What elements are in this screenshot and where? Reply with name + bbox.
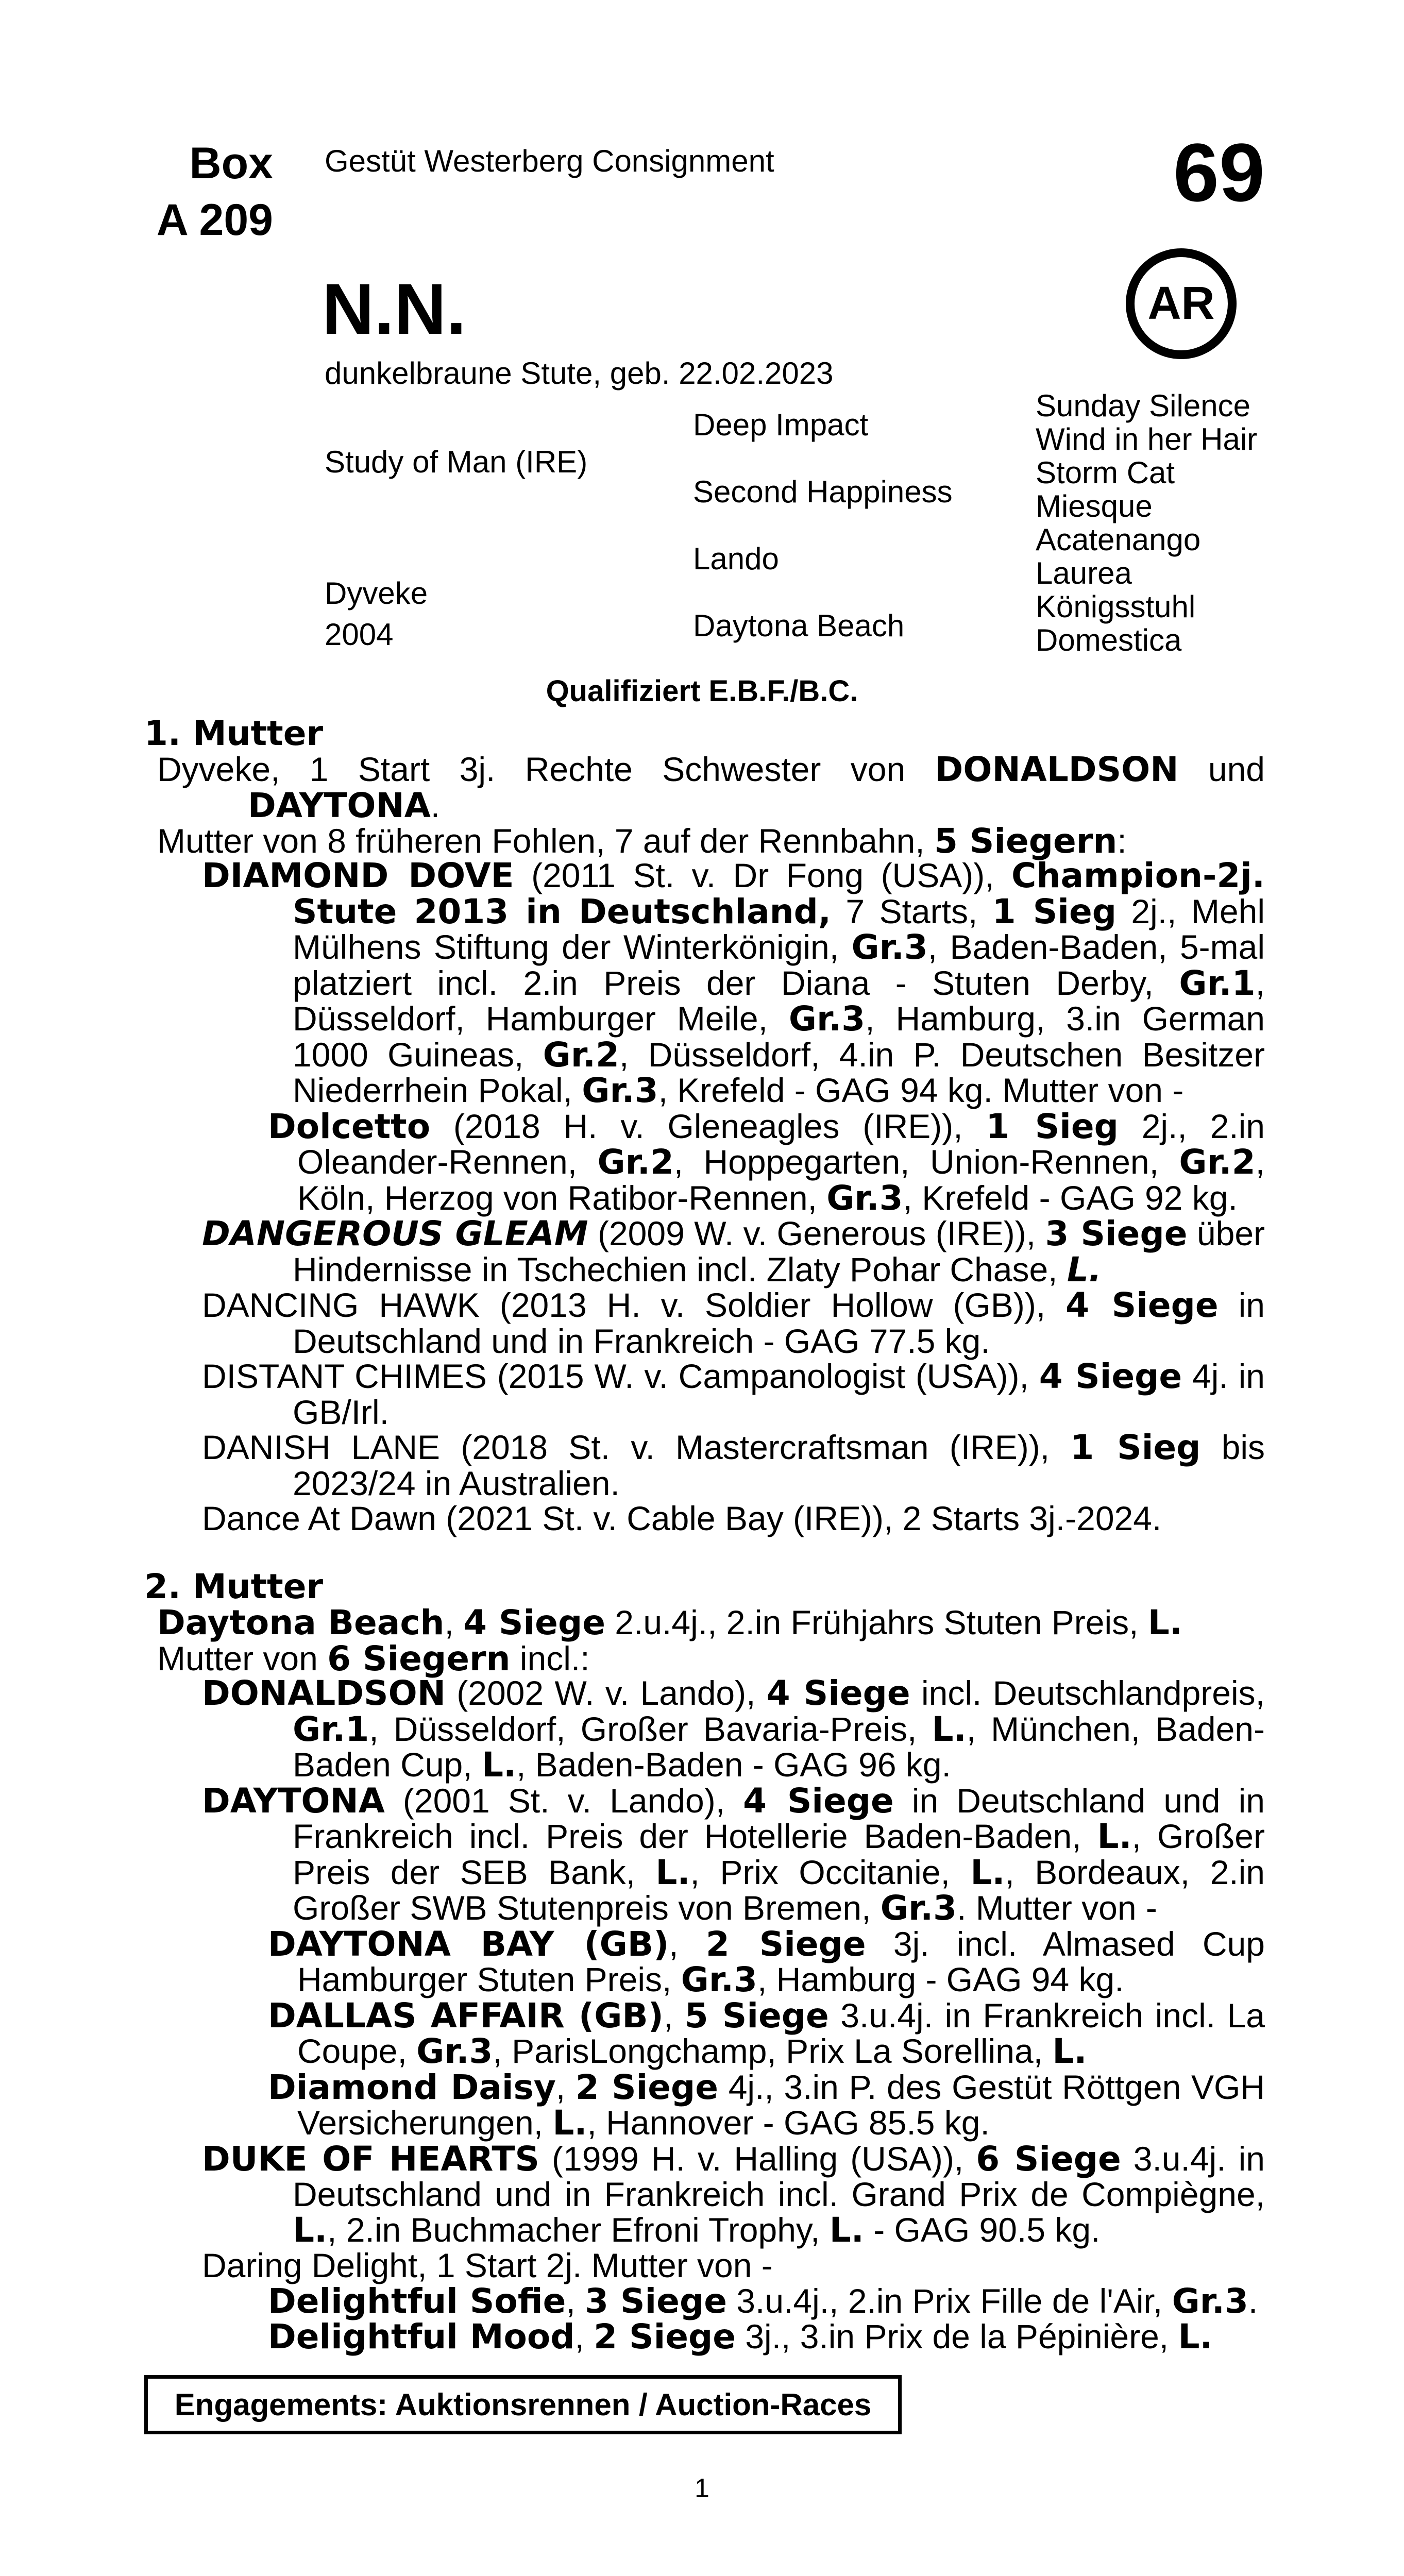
text: 2j., Mehl Mülhens Stiftung der Winterkönigin, [293,892,1265,966]
text: , Prix Occitanie, [690,1853,971,1891]
listed: L. [1147,1603,1182,1642]
text: , Hamburg - GAG 94 kg. [757,1960,1124,1998]
page-number: 1 [695,2473,709,2503]
text: 4j. in GB/Irl. [293,1357,1265,1431]
text: , [669,1924,706,1963]
text: , [444,1603,464,1641]
text: DISTANT CHIMES (2015 W. v. Campanologist (USA)), [202,1357,1039,1395]
engagements-box [144,2375,902,2434]
offspring-distant-chimes [202,1359,1265,1430]
produce-winners: 6 Siegern [327,1638,511,1679]
first-dam-text: , 1 Start 3j. Rechte Schwester von [270,750,935,788]
horse-description: dunkelbraune Stute, geb. 22.02.2023 [325,356,834,391]
offspring-delightful-sofie [268,2283,1265,2319]
box-label: Box [189,139,273,188]
pedigree-gen3-item: Miesque [1036,489,1153,523]
text: . Mutter von - [957,1889,1157,1927]
first-dam-name: Dyveke [157,750,271,788]
offspring-name: DALLAS AFFAIR (GB) [268,1995,664,2036]
engagements-label: Engagements: Auktionsrennen / Auction-Races [174,2387,872,2422]
text: , Baden-Baden - GAG 96 kg. [516,1745,951,1784]
wins: 4 Siege [1039,1357,1182,1396]
text: , Düsseldorf, Hamburger Meile, [293,963,1265,1038]
text: , Hannover - GAG 85.5 kg. [587,2104,990,2142]
text: , [574,2317,594,2355]
listed: L. [293,2210,328,2250]
grade: Gr.3 [826,1178,903,1218]
pedigree-gen3-item: Sunday Silence [1036,388,1250,423]
second-dam-line [157,1605,1265,1641]
text: , Düsseldorf, 4.in P. Deutschen Besitzer Niederrhein Pokal, [293,1035,1265,1109]
second-dam-offspring [202,1675,1265,2355]
wins: 2 Siege [705,1924,866,1964]
consignor: Gestüt Westerberg Consignment [325,144,774,178]
produce-text: Mutter von 8 früheren Fohlen, 7 auf der Rennbahn, [157,822,934,860]
offspring-name: DANGEROUS GLEAM [202,1214,588,1253]
offspring-name: Delightful Sofie [268,2281,566,2321]
text: (2009 W. v. Generous (IRE)), [588,1214,1045,1252]
text: incl.: [510,1639,590,1677]
offspring-name: DONALDSON [202,1673,446,1713]
pedigree-dam: Dyveke [325,576,428,611]
listed: L. [932,1709,967,1749]
first-dam-offspring [202,858,1265,1536]
wins: 1 Sieg [992,891,1117,931]
wins: 2 Siege [575,2067,719,2107]
text: incl. Deutschlandpreis, [910,1674,1265,1712]
offspring-name: DUKE OF HEARTS [202,2139,539,2179]
offspring-danish-lane [202,1430,1265,1501]
offspring-name: Delightful Mood [268,2317,575,2357]
text: 3.u.4j., 2.in Prix Fille de l'Air, [726,2281,1172,2320]
text: 3j., 3.in Prix de la Pépinière, [736,2317,1178,2355]
listed: L. [1067,1249,1102,1290]
offspring-donaldson [202,1675,1265,1783]
first-dam-and: und [1178,750,1265,788]
grand-offspring-wrap [202,1926,1265,2141]
grade: Gr.3 [681,1960,757,1999]
offspring-dallas-affair [268,1995,1265,2071]
grade: Gr.2 [597,1142,674,1182]
second-dam-block [157,1603,1265,1679]
wins: 1 Sieg [1070,1428,1201,1467]
text: , München, Baden-Baden Cup, [293,1709,1265,1784]
text: , Krefeld - GAG 94 kg. Mutter von - [658,1071,1184,1109]
first-dam-heading: 1. Mutter [144,714,324,753]
pedigree-sire-dam: Second Happiness [693,474,953,509]
text: 3.u.4j. in Deutschland und in Frankreich incl. Grand Prix de Compiègne, [293,2139,1265,2213]
first-dam-block [157,752,1265,859]
grade: Gr.3 [582,1071,658,1110]
text: . [1248,2281,1258,2320]
wins: 3 Siege [1045,1214,1188,1253]
offspring-daytona-bay [268,1926,1265,1998]
text: 7 Starts, [831,892,992,930]
offspring-delightful-mood [268,2319,1265,2355]
text: , Bordeaux, 2.in Großer SWB Stutenpreis von Bremen, [293,1853,1265,1927]
horse-name: N.N. [322,268,466,349]
sibling-donaldson: DONALDSON [935,750,1179,789]
offspring-daring-delight: Daring Delight, 1 Start 2j. Mutter von - [202,2246,773,2284]
wins: 2 Siege [594,2317,736,2357]
pedigree-sire-sire: Deep Impact [693,408,869,442]
text: , Großer Preis der SEB Bank, [293,1817,1265,1891]
produce-colon: : [1117,822,1127,860]
text: , Hamburg, 3.in German 1000 Guineas, [293,999,1265,1074]
second-dam-heading: 2. Mutter [144,1567,324,1606]
offspring-name: Dolcetto [268,1106,431,1146]
pedigree-sire: Study of Man (IRE) [325,445,588,479]
offspring-name: DAYTONA BAY (GB) [268,1924,669,1964]
qualification: Qualifiziert E.B.F./B.C. [546,674,858,708]
text: bis 2023/24 in Australien. [293,1428,1265,1502]
listed: L. [829,2210,864,2250]
listed: L. [481,1745,517,1785]
text: (2001 St. v. Lando), [384,1781,743,1820]
text: , Köln, Herzog von Ratibor-Rennen, [297,1143,1265,1217]
sibling-daytona: DAYTONA [248,785,431,825]
pedigree-gen3-item: Laurea [1036,556,1132,590]
listed: L. [970,1852,1005,1892]
offspring-duke-of-hearts [202,2141,1265,2248]
text: in Deutschland und in Frankreich incl. Preis der Hotellerie Baden-Baden, [293,1781,1265,1855]
pedigree-third-generation [1036,389,1257,657]
offspring-diamond-daisy [268,2067,1265,2143]
text: (1999 H. v. Halling (USA)), [539,2139,976,2178]
wins: 6 Siege [976,2139,1121,2179]
text: 3j. incl. Almased Cup Hamburger Stuten Preis, [297,1924,1265,1998]
text: in Deutschland und in Frankreich - GAG 77.5 kg. [293,1286,1265,1360]
second-dam-produce [157,1638,1265,1679]
offspring-dangerous-gleam [202,1214,1265,1290]
text: , Baden-Baden, 5-mal platziert incl. 2.in Preis der Diana - Stuten Derby, [293,928,1265,1002]
offspring-dance-at-dawn: Dance At Dawn (2021 St. v. Cable Bay (IRE)), 2 Starts 3j.-2024. [202,1499,1162,1537]
second-dam-name: Daytona Beach [157,1603,445,1642]
ar-badge [1126,248,1237,359]
listed: L. [1097,1817,1132,1856]
text: über Hindernisse in Tschechien incl. Zlaty Pohar Chase, [293,1214,1265,1289]
offspring-name: DIAMOND DOVE [202,856,514,895]
lot-number: 69 [1173,126,1265,218]
pedigree-dam-sire: Lando [693,541,779,576]
champion-title: Champion-2j. Stute 2013 in Deutschland, [293,856,1265,931]
grade: Gr.3 [851,927,928,967]
grade: Gr.3 [1172,2281,1248,2321]
grade: Gr.3 [880,1888,957,1928]
wins: 4 Siege [463,1603,605,1642]
grade: Gr.3 [416,2031,493,2071]
offspring-daytona [202,1783,1265,1926]
pedigree-gen3-item: Königsstuhl [1036,589,1196,624]
grand-offspring-wrap [202,1106,1265,1218]
pedigree-gen3-item: Storm Cat [1036,455,1175,490]
box-number: A 209 [156,195,273,245]
listed: L. [1052,2031,1087,2071]
listed: L. [655,1852,690,1892]
grand-offspring-wrap [202,2283,1265,2355]
pedigree-gen3-item: Acatenango [1036,522,1201,557]
text: 3.u.4j. in Frankreich incl. La Coupe, [297,1996,1265,2070]
text: , [555,2067,576,2106]
listed: L. [552,2103,587,2143]
text: , 2.in Buchmacher Efroni Trophy, [327,2210,830,2249]
first-dam-produce [157,823,1265,859]
text: DANCING HAWK (2013 H. v. Soldier Hollow (GB)), [202,1286,1066,1324]
offspring-dancing-hawk [202,1287,1265,1359]
text: 4j., 3.in P. des Gestüt Röttgen VGH Versicherungen, [297,2067,1265,2142]
text: 2j., 2.in Oleander-Rennen, [297,1107,1265,1181]
pedigree-dam-year: 2004 [325,617,394,652]
text: , Düsseldorf, Großer Bavaria-Preis, [369,1709,932,1748]
offspring-name: Diamond Daisy [268,2067,556,2107]
ar-badge-label: AR [1147,278,1215,329]
offspring-dolcetto [268,1106,1265,1218]
wins: 4 Siege [743,1781,894,1821]
pedigree-gen3-item: Domestica [1036,623,1182,657]
grade: Gr.2 [1179,1142,1256,1182]
wins: 4 Siege [1065,1285,1219,1325]
pedigree-gen3-item: Wind in her Hair [1036,422,1258,456]
text: , [663,1996,685,2035]
grade: Gr.3 [788,999,866,1039]
text: Mutter von [157,1639,328,1677]
offspring-diamond-dove [202,858,1265,1109]
text: , [566,2281,585,2320]
offspring-name: DAYTONA [202,1781,385,1821]
text: , Krefeld - GAG 92 kg. [903,1178,1238,1217]
text: 2.u.4j., 2.in Frühjahrs Stuten Preis, [605,1603,1148,1641]
text: DANISH LANE (2018 St. v. Mastercraftsman (IRE)), [202,1428,1071,1466]
wins: 5 Siege [684,1995,829,2036]
wins: 3 Siege [585,2281,727,2321]
text: (2011 St. v. Dr Fong (USA)), [514,856,1012,894]
grade: Gr.1 [1179,963,1256,1003]
grade: Gr.2 [543,1035,619,1075]
text: , ParisLongchamp, Prix La Sorellina, [493,2032,1053,2070]
text: (2002 W. v. Lando), [445,1674,767,1712]
wins: 1 Sieg [986,1106,1119,1146]
pedigree-dam-dam: Daytona Beach [693,608,905,643]
first-dam-dot: . [430,786,441,824]
text: (2018 H. v. Gleneagles (IRE)), [430,1107,986,1145]
text: - GAG 90.5 kg. [864,2210,1101,2249]
grade: Gr.1 [293,1709,369,1749]
wins: 4 Siege [766,1673,910,1713]
listed: L. [1178,2317,1213,2357]
produce-winners: 5 Siegern [934,821,1118,861]
text: , Hoppegarten, Union-Rennen, [673,1143,1179,1181]
first-dam-line [157,752,1265,823]
